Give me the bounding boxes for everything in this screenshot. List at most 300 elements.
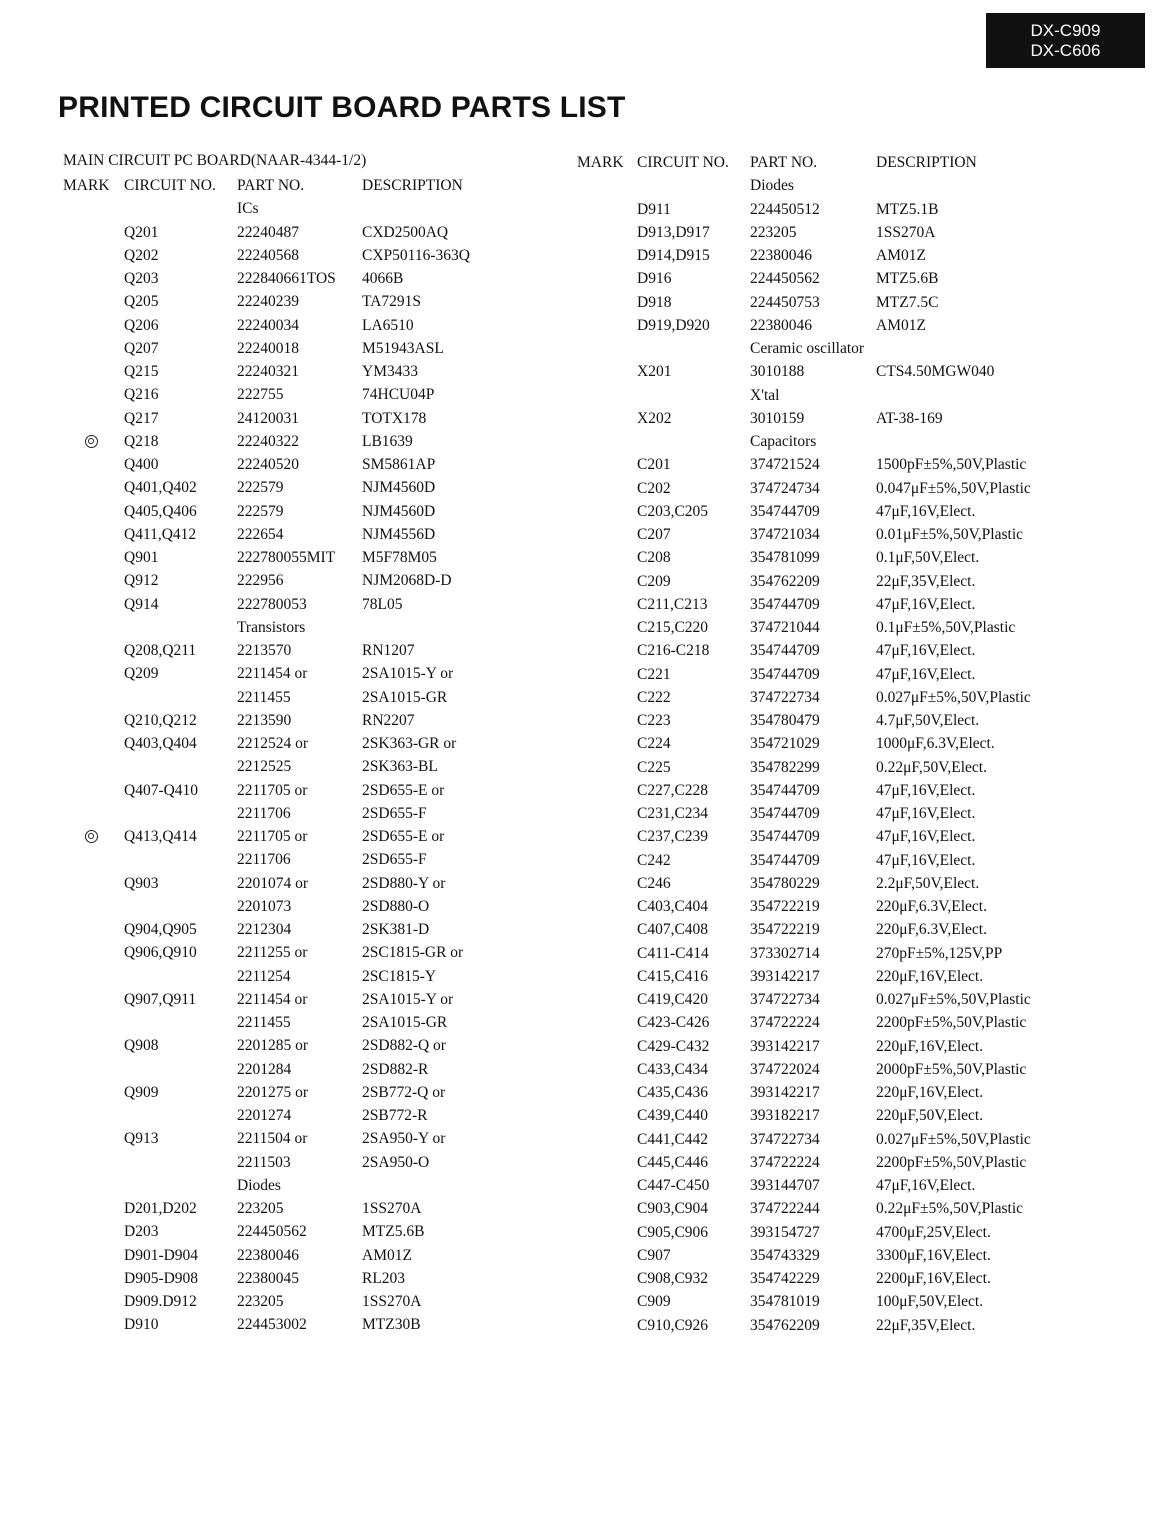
table-row	[63, 407, 543, 430]
part-no-cell: 22240321	[237, 363, 299, 380]
part-no-cell: 354744709	[750, 502, 820, 520]
part-no-cell: 22380046	[750, 247, 812, 264]
circuit-no-cell: C447-C450	[637, 1177, 710, 1194]
part-no-cell: 2201275 or	[237, 1083, 309, 1101]
table-row	[63, 290, 543, 313]
circuit-no-cell: C910,C926	[637, 1316, 709, 1334]
part-no-cell: 374722244	[750, 1200, 820, 1218]
circuit-no-cell: C208	[637, 549, 671, 567]
description-cell: 78L05	[362, 595, 403, 613]
table-row	[63, 779, 543, 802]
table-row	[63, 546, 543, 569]
table-row	[577, 1244, 1137, 1267]
description-cell: 22μF,35V,Elect.	[876, 1316, 976, 1334]
circuit-no-cell: Q907,Q911	[124, 990, 197, 1008]
table-row	[577, 825, 1137, 848]
mark-cell	[79, 825, 103, 848]
part-no-cell: 354721029	[750, 735, 820, 753]
part-no-cell: 354762209	[750, 1316, 820, 1334]
circuit-no-cell: Q216	[124, 386, 159, 404]
description-cell: 2SK363-GR or	[362, 735, 457, 752]
description-cell: 1SS270A	[876, 223, 936, 241]
circuit-no-cell: C403,C404	[637, 898, 709, 915]
table-row	[63, 569, 543, 592]
description-cell: TOTX178	[362, 409, 427, 427]
description-cell: 2SA950-O	[362, 1153, 430, 1171]
table-row	[577, 337, 1137, 360]
table-row	[63, 1174, 543, 1197]
part-no-cell: 374722224	[750, 1153, 820, 1171]
table-row	[63, 1081, 543, 1104]
part-no-cell: 2211455	[237, 688, 291, 706]
part-no-cell: X'tal	[750, 386, 780, 404]
description-cell: 2SD882-Q or	[362, 1037, 446, 1055]
circuit-no-cell: C419,C420	[637, 991, 709, 1008]
part-no-cell: Capacitors	[750, 433, 817, 450]
description-cell: CTS4.50MGW040	[876, 363, 995, 381]
description-cell: NJM2068D-D	[362, 572, 452, 590]
part-no-cell: 354781099	[750, 549, 820, 567]
part-no-cell: 222579	[237, 502, 284, 520]
part-no-cell: Ceramic oscillator	[750, 340, 865, 357]
description-cell: 100μF,50V,Elect.	[876, 1293, 984, 1311]
part-no-cell: 374721034	[750, 526, 820, 543]
circuit-no-cell: Q218	[124, 432, 159, 450]
part-no-cell: 393142217	[750, 1037, 820, 1055]
table-row	[63, 895, 543, 918]
part-no-cell: 374721044	[750, 619, 820, 636]
circuit-no-cell: C415,C416	[637, 967, 709, 985]
part-no-cell: 374722024	[750, 1060, 820, 1078]
part-no-cell: 393142217	[750, 1084, 820, 1101]
part-no-cell: 22240568	[237, 246, 299, 264]
circuit-no-cell: D910	[124, 1316, 159, 1334]
circuit-no-cell: C407,C408	[637, 921, 709, 939]
board-title: MAIN CIRCUIT PC BOARD(NAAR-4344-1/2)	[63, 152, 367, 169]
left-parts-table	[63, 174, 543, 1337]
circuit-no-cell: Q903	[124, 874, 159, 892]
table-row	[577, 1035, 1137, 1058]
table-row	[63, 1197, 543, 1220]
part-no-cell: 2212304	[237, 921, 292, 938]
description-cell: 2SD655-E or	[362, 828, 445, 845]
table-row	[63, 337, 543, 360]
part-no-cell: 222956	[237, 572, 284, 590]
part-no-cell: 2211705 or	[237, 828, 308, 845]
circuit-no-cell: D919,D920	[637, 316, 710, 334]
table-row	[63, 825, 543, 848]
description-cell: 22μF,35V,Elect.	[876, 572, 976, 590]
description-cell: 1SS270A	[362, 1200, 422, 1217]
table-row	[63, 1011, 543, 1034]
circuit-no-cell: Q401,Q402	[124, 479, 197, 497]
table-row	[63, 848, 543, 871]
description-cell: 0.047μF±5%,50V,Plastic	[876, 479, 1031, 497]
part-no-cell: Diodes	[237, 1176, 281, 1194]
part-no-cell: 374722734	[750, 688, 820, 706]
description-cell: 2SD880-Y or	[362, 874, 446, 892]
part-no-cell: 2211706	[237, 804, 291, 822]
part-no-cell: Transistors	[237, 618, 306, 636]
table-row	[63, 1127, 543, 1150]
table-row	[63, 476, 543, 499]
circuit-no-cell: Q208,Q211	[124, 642, 197, 659]
table-row	[63, 1313, 543, 1336]
table-row	[577, 965, 1137, 988]
header-circuit-no: CIRCUIT NO.	[124, 177, 216, 194]
part-no-cell: 22240322	[237, 432, 299, 450]
header-mark: MARK	[577, 154, 624, 171]
table-row	[577, 895, 1137, 918]
circuit-no-cell: C216-C218	[637, 642, 710, 660]
part-no-cell: 393182217	[750, 1107, 820, 1125]
table-row	[577, 756, 1137, 779]
table-row	[577, 709, 1137, 732]
description-cell: 47μF,16V,Elect.	[876, 805, 976, 822]
description-cell: 47μF,16V,Elect.	[876, 781, 976, 799]
description-cell: CXP50116-363Q	[362, 246, 470, 264]
table-row	[577, 1058, 1137, 1081]
circuit-no-cell: C433,C434	[637, 1060, 709, 1078]
part-no-cell: 22380046	[237, 1246, 299, 1264]
description-cell: AM01Z	[362, 1246, 412, 1264]
description-cell: 0.027μF±5%,50V,Plastic	[876, 991, 1031, 1008]
table-row	[577, 779, 1137, 802]
part-no-cell: 22240239	[237, 293, 299, 311]
table-row	[63, 1220, 543, 1243]
circuit-no-cell: C203,C205	[637, 502, 709, 520]
table-row	[63, 1151, 543, 1174]
circuit-no-cell: C411-C414	[637, 944, 709, 962]
part-no-cell: 2211705 or	[237, 781, 308, 799]
table-row	[577, 616, 1137, 639]
part-no-cell: 354744709	[750, 781, 820, 799]
description-cell: 2SK363-BL	[362, 758, 438, 776]
table-row	[63, 1058, 543, 1081]
header-part-no: PART NO.	[237, 177, 305, 194]
part-no-cell: 354742229	[750, 1270, 820, 1287]
circuit-no-cell: Q906,Q910	[124, 944, 197, 962]
part-no-cell: 223205	[750, 223, 797, 241]
description-cell: MTZ7.5C	[876, 293, 939, 311]
part-no-cell: 374722224	[750, 1014, 820, 1032]
part-no-cell: 354744709	[750, 851, 820, 869]
part-no-cell: 3010159	[750, 409, 805, 427]
description-cell: NJM4556D	[362, 525, 436, 543]
description-cell: 220μF,50V,Elect.	[876, 1107, 984, 1125]
circuit-no-cell: Q207	[124, 339, 159, 357]
model-number: DX-C909	[1030, 21, 1101, 40]
circuit-no-cell: C222	[637, 688, 671, 706]
circuit-no-cell: Q411,Q412	[124, 525, 197, 543]
circuit-no-cell: D911	[637, 200, 671, 218]
model-number: DX-C606	[1030, 41, 1101, 60]
table-row	[577, 802, 1137, 825]
description-cell: NJM4560D	[362, 502, 436, 520]
table-row	[63, 523, 543, 546]
description-cell: MTZ5.6B	[362, 1223, 425, 1241]
circuit-no-cell: Q206	[124, 316, 159, 334]
right-table-header	[577, 151, 1137, 174]
part-no-cell: 354762209	[750, 572, 820, 590]
table-row	[577, 942, 1137, 965]
circuit-no-cell: C435,C436	[637, 1084, 709, 1101]
circuit-no-cell: C423-C426	[637, 1014, 710, 1032]
part-no-cell: 354744709	[750, 642, 820, 660]
table-row	[577, 1104, 1137, 1127]
part-no-cell: 374724734	[750, 479, 820, 497]
circuit-no-cell: C223	[637, 712, 671, 729]
table-row	[63, 918, 543, 941]
description-cell: 2SC1815-Y	[362, 967, 437, 985]
description-cell: 1000μF,6.3V,Elect.	[876, 735, 995, 753]
part-no-cell: 354781019	[750, 1293, 820, 1311]
part-no-cell: 222579	[237, 479, 284, 497]
table-row	[577, 1290, 1137, 1313]
circuit-no-cell: C439,C440	[637, 1107, 709, 1125]
table-row	[63, 686, 543, 709]
part-no-cell: 222780053	[237, 595, 307, 613]
circuit-no-cell: Q913	[124, 1130, 159, 1148]
description-cell: 2200pF±5%,50V,Plastic	[876, 1014, 1027, 1032]
header-description: DESCRIPTION	[362, 177, 463, 194]
header-part-no: PART NO.	[750, 154, 818, 171]
part-no-cell: 374722734	[750, 1130, 820, 1148]
description-cell: LB1639	[362, 432, 413, 450]
description-cell: M51943ASL	[362, 339, 444, 357]
description-cell: 47μF,16V,Elect.	[876, 1177, 976, 1194]
table-row	[577, 570, 1137, 593]
table-row	[577, 1011, 1137, 1034]
description-cell: SM5861AP	[362, 456, 436, 473]
description-cell: 47μF,16V,Elect.	[876, 642, 976, 660]
left-rows	[63, 197, 543, 1336]
description-cell: 74HCU04P	[362, 386, 435, 404]
circuit-no-cell: Q205	[124, 293, 159, 311]
part-no-cell: 2211254	[237, 967, 291, 985]
table-row	[577, 384, 1137, 407]
description-cell: 4700μF,25V,Elect.	[876, 1223, 991, 1241]
circuit-no-cell: Q403,Q404	[124, 735, 197, 752]
description-cell: 0.22μF,50V,Elect.	[876, 758, 987, 776]
description-cell: AM01Z	[876, 247, 926, 264]
table-row	[577, 686, 1137, 709]
circuit-no-cell: Q215	[124, 363, 159, 380]
description-cell: 2SD882-R	[362, 1060, 429, 1078]
part-no-cell: 2201284	[237, 1060, 292, 1078]
part-no-cell: 2201073	[237, 897, 292, 915]
circuit-no-cell: C909	[637, 1293, 671, 1311]
table-row	[63, 314, 543, 337]
table-row	[577, 430, 1137, 453]
left-table-header	[63, 174, 543, 197]
header-mark: MARK	[63, 177, 110, 194]
part-no-cell: 2211706	[237, 851, 291, 869]
circuit-no-cell: Q413,Q414	[124, 828, 197, 845]
table-row	[63, 872, 543, 895]
part-no-cell: 2201074 or	[237, 874, 309, 892]
part-no-cell: 354782299	[750, 758, 820, 776]
part-no-cell: 2201285 or	[237, 1037, 309, 1055]
circuit-no-cell: Q209	[124, 665, 159, 683]
circuit-no-cell: Q203	[124, 270, 159, 287]
description-cell: 1500pF±5%,50V,Plastic	[876, 456, 1027, 474]
part-no-cell: 24120031	[237, 409, 299, 427]
part-no-cell: 2211454 or	[237, 665, 308, 683]
part-no-cell: 354722219	[750, 898, 820, 915]
part-no-cell: 373302714	[750, 944, 820, 962]
description-cell: 2200μF,16V,Elect.	[876, 1270, 991, 1287]
description-cell: 0.027μF±5%,50V,Plastic	[876, 688, 1031, 706]
circuit-no-cell: Q400	[124, 456, 159, 473]
table-row	[63, 593, 543, 616]
part-no-cell: 2211504 or	[237, 1130, 308, 1148]
circuit-no-cell: Q202	[124, 246, 159, 264]
table-row	[63, 197, 543, 220]
description-cell: RL203	[362, 1269, 406, 1287]
table-row	[63, 1290, 543, 1313]
part-no-cell: 393154727	[750, 1223, 820, 1241]
circuit-no-cell: D918	[637, 293, 672, 311]
circuit-no-cell: D916	[637, 270, 672, 288]
description-cell: 47μF,16V,Elect.	[876, 595, 976, 613]
table-row	[63, 500, 543, 523]
part-no-cell: 354722219	[750, 921, 820, 939]
description-cell: MTZ5.1B	[876, 200, 939, 218]
table-row	[63, 1034, 543, 1057]
table-row	[577, 1128, 1137, 1151]
circuit-no-cell: C224	[637, 735, 671, 753]
table-row	[63, 941, 543, 964]
circuit-no-cell: Q901	[124, 549, 159, 566]
circuit-no-cell: Q407-Q410	[124, 781, 199, 799]
part-no-cell: 354744709	[750, 805, 820, 822]
description-cell: 0.1μF±5%,50V,Plastic	[876, 619, 1016, 636]
circuit-no-cell: X201	[637, 363, 672, 381]
part-no-cell: 22240018	[237, 339, 299, 357]
page-title: PRINTED CIRCUIT BOARD PARTS LIST	[58, 91, 626, 124]
part-no-cell: 224450562	[750, 270, 820, 288]
table-row	[63, 1104, 543, 1127]
table-row	[577, 360, 1137, 383]
description-cell: 0.22μF±5%,50V,Plastic	[876, 1200, 1024, 1218]
table-row	[63, 616, 543, 639]
part-no-cell: ICs	[237, 200, 259, 218]
table-row	[577, 453, 1137, 476]
table-row	[577, 1267, 1137, 1290]
part-no-cell: 2201274	[237, 1107, 292, 1124]
description-cell: 220μF,16V,Elect.	[876, 967, 984, 985]
description-cell: 0.01μF±5%,50V,Plastic	[876, 526, 1024, 543]
description-cell: YM3433	[362, 363, 418, 380]
circuit-no-cell: C215,C220	[637, 619, 709, 636]
description-cell: 4066B	[362, 270, 404, 287]
part-no-cell: 22240034	[237, 316, 299, 334]
header-circuit-no: CIRCUIT NO.	[637, 154, 729, 171]
description-cell: 2000pF±5%,50V,Plastic	[876, 1060, 1027, 1078]
part-no-cell: 354780479	[750, 712, 820, 729]
description-cell: RN2207	[362, 711, 415, 729]
description-cell: 0.1μF,50V,Elect.	[876, 549, 980, 567]
circuit-no-cell: C429-C432	[637, 1037, 710, 1055]
circuit-no-cell: C237,C239	[637, 828, 709, 846]
part-no-cell: 2211455	[237, 1014, 291, 1031]
part-no-cell: 22240520	[237, 456, 299, 473]
part-no-cell: 222755	[237, 386, 284, 404]
description-cell: 3300μF,16V,Elect.	[876, 1246, 991, 1264]
circuit-no-cell: X202	[637, 409, 672, 427]
circuit-no-cell: Q914	[124, 595, 159, 613]
table-row	[577, 663, 1137, 686]
part-no-cell: 224450512	[750, 200, 820, 218]
table-row	[63, 383, 543, 406]
circuit-no-cell: C227,C228	[637, 781, 709, 799]
description-cell: MTZ5.6B	[876, 270, 939, 288]
description-cell: 270pF±5%,125V,PP	[876, 944, 1003, 962]
table-row	[63, 802, 543, 825]
description-cell: 2SC1815-GR or	[362, 944, 464, 962]
circuit-no-cell: C908,C932	[637, 1270, 709, 1287]
table-row	[577, 523, 1137, 546]
part-no-cell: 223205	[237, 1200, 284, 1217]
part-no-cell: 224453002	[237, 1316, 307, 1334]
table-row	[577, 1197, 1137, 1220]
table-row	[577, 988, 1137, 1011]
circuit-no-cell: Q909	[124, 1083, 159, 1101]
circuit-no-cell: C209	[637, 572, 671, 590]
description-cell: CXD2500AQ	[362, 223, 449, 241]
table-row	[63, 267, 543, 290]
part-no-cell: Diodes	[750, 177, 794, 195]
part-no-cell: 354780229	[750, 874, 820, 892]
table-row	[63, 755, 543, 778]
part-no-cell: 354744709	[750, 665, 820, 683]
circuit-no-cell: D905-D908	[124, 1269, 199, 1287]
header-description: DESCRIPTION	[876, 154, 977, 171]
description-cell: 47μF,16V,Elect.	[876, 851, 976, 869]
circuit-no-cell: C905,C906	[637, 1223, 709, 1241]
safety-mark-icon	[85, 830, 98, 843]
table-row	[63, 244, 543, 267]
circuit-no-cell: C201	[637, 456, 671, 474]
circuit-no-cell: Q201	[124, 223, 159, 241]
circuit-no-cell: Q904,Q905	[124, 921, 197, 938]
description-cell: 220μF,6.3V,Elect.	[876, 921, 987, 939]
table-row	[577, 477, 1137, 500]
table-row	[577, 221, 1137, 244]
table-row	[577, 1314, 1137, 1337]
description-cell: 2SA1015-Y or	[362, 665, 454, 683]
description-cell: M5F78M05	[362, 549, 437, 566]
table-row	[63, 1267, 543, 1290]
table-row	[63, 221, 543, 244]
part-no-cell: 393142217	[750, 967, 820, 985]
part-no-cell: 222840661TOS	[237, 270, 336, 287]
table-row	[577, 1221, 1137, 1244]
circuit-no-cell: Q912	[124, 572, 159, 590]
description-cell: 2SB772-Q or	[362, 1083, 446, 1101]
part-no-cell: 224450562	[237, 1223, 307, 1241]
description-cell: 2SA1015-GR	[362, 688, 448, 706]
description-cell: TA7291S	[362, 293, 422, 311]
table-row	[577, 1174, 1137, 1197]
table-row	[577, 244, 1137, 267]
part-no-cell: 354743329	[750, 1246, 820, 1264]
part-no-cell: 22380046	[750, 316, 812, 334]
table-row	[577, 407, 1137, 430]
description-cell: 47μF,16V,Elect.	[876, 665, 976, 683]
part-no-cell: 222780055MIT	[237, 549, 336, 566]
